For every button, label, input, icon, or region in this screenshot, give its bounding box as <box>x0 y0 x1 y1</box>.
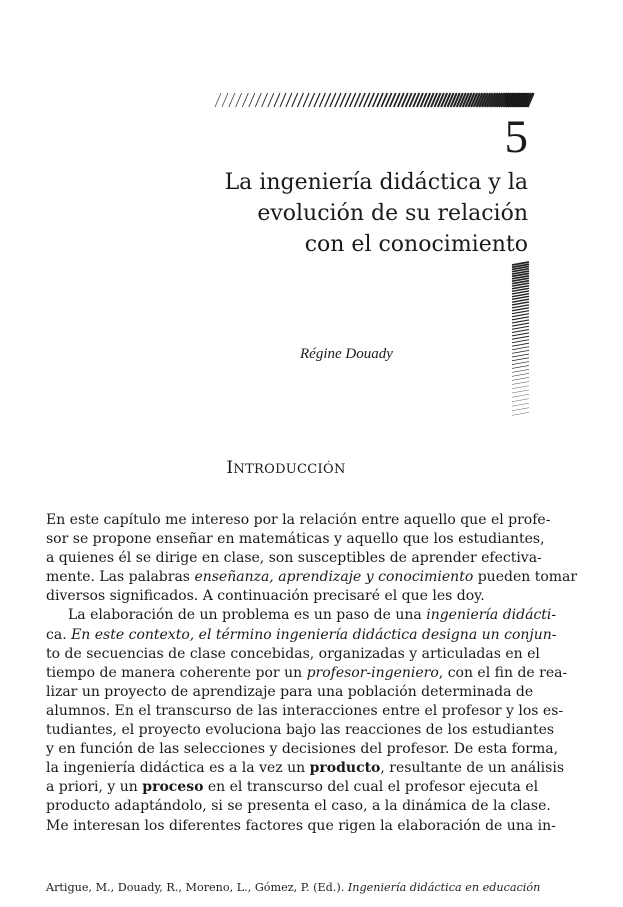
text-segment: La elaboración de un problema es un paso de una <box>68 607 427 624</box>
text-line <box>46 606 557 625</box>
text-segment: , con el fin de rea- <box>438 664 568 681</box>
text-line: Me interesan los diferentes factores que rigen la elaboración de una in- <box>46 817 556 834</box>
bold-term: producto <box>309 760 381 777</box>
text-segment: ca <box>46 626 63 643</box>
decorative-hatch-bar <box>215 93 528 107</box>
bold-term: proceso <box>142 779 204 796</box>
text-line <box>46 664 568 683</box>
italic-term: ingeniería didácti- <box>426 607 557 624</box>
chapter-title <box>168 167 528 260</box>
text-segment: , resultante de un análisis <box>380 760 565 777</box>
paragraph-2 <box>46 606 568 835</box>
text-line: y en función de las selecciones y decisiones del profesor. De esta forma, <box>46 741 559 758</box>
text-line: producto adaptándolo, si se presenta el caso, a la dinámica de la clase. <box>46 798 551 815</box>
section-heading-rest: NTRODUCCIÓN <box>233 462 346 477</box>
text-line: alumnos. En el transcurso de las interacciones entre el profesor y los es- <box>46 702 564 719</box>
text-line: a quienes él se dirige en clase, son susceptibles de aprender efectiva- <box>46 550 542 567</box>
chapter-number: 5 <box>504 111 528 163</box>
text-line: to de secuencias de clase concebidas, organizadas y articuladas en el <box>46 645 540 662</box>
italic-term: . En este contexto, el término ingeniería didáctica designa un conjun- <box>62 626 557 643</box>
italic-term: profesor-ingeniero <box>306 664 439 681</box>
chapter-title-line-1: La ingeniería didáctica y la <box>224 170 528 195</box>
text-line <box>46 778 539 797</box>
text-line <box>46 626 557 645</box>
text-line: sor se propone enseñar en matemáticas y aquello que los estudiantes, <box>46 531 545 548</box>
text-segment: tiempo de manera coherente por un <box>46 664 307 681</box>
italic-term: enseñanza, aprendizaje y conocimiento <box>194 569 474 586</box>
body-text <box>46 511 578 836</box>
text-line: lizar un proyecto de aprendizaje para una población determinada de <box>46 683 534 700</box>
text-line: tudiantes, el proyecto evoluciona bajo las reacciones de los estudiantes <box>46 722 555 739</box>
footer-citation-title: Ingeniería didáctica en educación <box>347 881 541 894</box>
chapter-author: Régine Douady <box>300 346 393 362</box>
section-heading-initial: I <box>226 458 234 478</box>
section-heading <box>0 458 572 478</box>
text-segment: mente. Las palabras <box>46 569 195 586</box>
decorative-side-hatch <box>512 262 529 414</box>
chapter-title-line-3: con el conocimiento <box>304 232 528 257</box>
paragraph-1 <box>46 511 578 606</box>
footer-citation-authors: Artigue, M., Douady, R., Moreno, L., Gómez, P. (Ed.). <box>46 881 348 894</box>
text-line: En este capítulo me intereso por la relación entre aquello que el profe- <box>46 512 551 528</box>
page-footer-citation <box>46 881 541 894</box>
text-line <box>46 759 565 778</box>
text-segment: la ingeniería didáctica es a la vez un <box>46 760 310 777</box>
text-segment: en el transcurso del cual el profesor ejecuta el <box>203 779 539 796</box>
text-line <box>46 568 578 587</box>
text-segment: a priori, y un <box>46 779 143 796</box>
chapter-title-line-2: evolución de su relación <box>257 201 528 226</box>
text-segment: pueden tomar <box>473 569 578 586</box>
text-line: diversos significados. A continuación precisaré el que les doy. <box>46 588 485 605</box>
